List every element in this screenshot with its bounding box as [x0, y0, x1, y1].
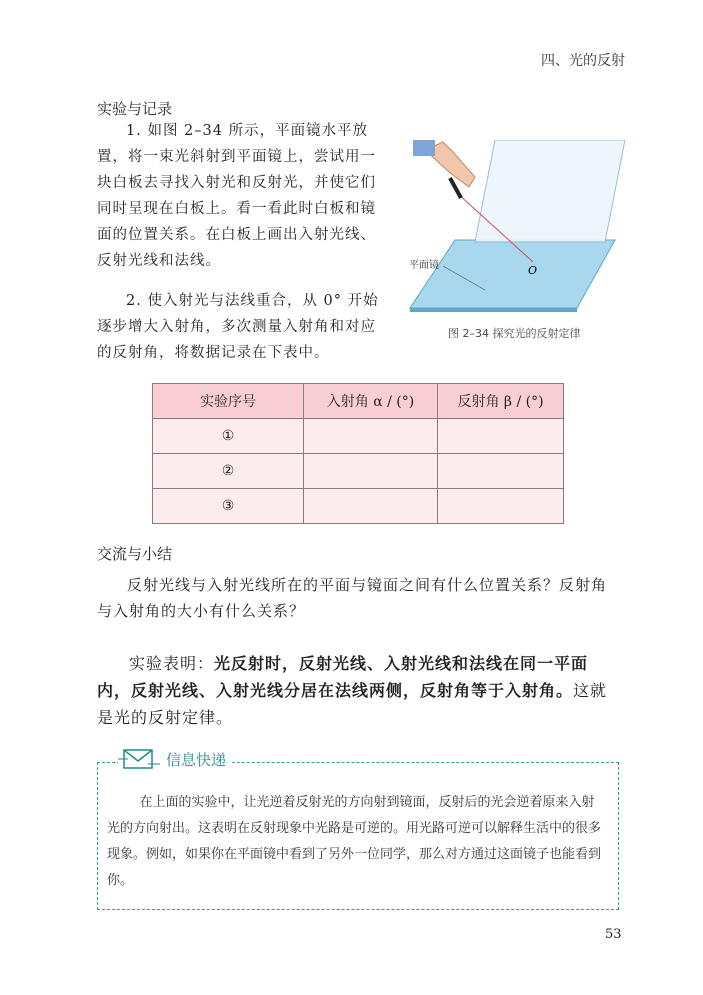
conclusion-paragraph: 实验表明：光反射时，反射光线、入射光线和法线在同一平面内，反射光线、入射光线分居在法线两侧，反射角等于入射角。这就是光的反射定律。 [97, 654, 608, 727]
white-board [475, 140, 625, 242]
page-number: 53 [605, 927, 622, 942]
mirror-label: 平面镜 [409, 260, 439, 271]
table-header-row [153, 384, 564, 419]
chapter-header: 四、光的反射 [541, 53, 625, 69]
plane-mirror [410, 240, 615, 308]
info-box-title: 信息快递 [118, 748, 232, 770]
col-header-reflection: 反射角 β / (°) [438, 384, 564, 419]
experiment-step-1: 1. 如图 2–34 所示，平面镜水平放置，将一束光斜射到平面镜上，尝试用一块白板去寻找入射光和反射光，并使它们同时呈现在白板上。看一看此时白板和镜面的位置关系。在白板上画出入射光线、反射光线和法线。 [97, 123, 376, 269]
reflection-experiment-figure [395, 140, 635, 350]
cell-input [304, 489, 438, 524]
section-title-experiment: 实验与记录 [97, 100, 173, 118]
cell-input [304, 454, 438, 489]
col-header-incidence: 入射角 α / (°) [304, 384, 438, 419]
cell-input [438, 419, 564, 454]
cell-input [438, 454, 564, 489]
envelope-icon [118, 748, 162, 770]
cell-input [304, 419, 438, 454]
table-row: ② [153, 454, 564, 489]
sleeve [413, 140, 435, 156]
summary-question: 反射光线与入射光线所在的平面与镜面之间有什么位置关系？反射角与入射角的大小有什么关系？ [97, 576, 608, 620]
point-o-label: O [528, 264, 538, 277]
table-row: ③ [153, 489, 564, 524]
section-title-summary: 交流与小结 [97, 545, 173, 563]
figure-caption: 图 2–34 探究光的反射定律 [448, 327, 581, 340]
data-table [152, 383, 564, 524]
info-box-text: 在上面的实验中，让光逆着反射光的方向射到镜面，反射后的光会逆着原来入射光的方向射出。这表明在反射现象中光路是可逆的。用光路可逆可以解释生活中的很多现象。例如，如果你在平面镜中看到了另外一位同学，那么对方通过这面镜子也能看到你。 [107, 795, 602, 888]
law-statement: 光反射时，反射光线、入射光线和法线在同一平面内，反射光线、入射光线分居在法线两侧，反射角等于入射角。 [97, 654, 589, 700]
table-row: ① [153, 419, 564, 454]
col-header-trial: 实验序号 [153, 384, 304, 419]
cell-input [438, 489, 564, 524]
experiment-step-2: 2. 使入射光与法线重合，从 0° 开始逐步增大入射角，多次测量入射角和对应的反射角，将数据记录在下表中。 [97, 293, 379, 361]
